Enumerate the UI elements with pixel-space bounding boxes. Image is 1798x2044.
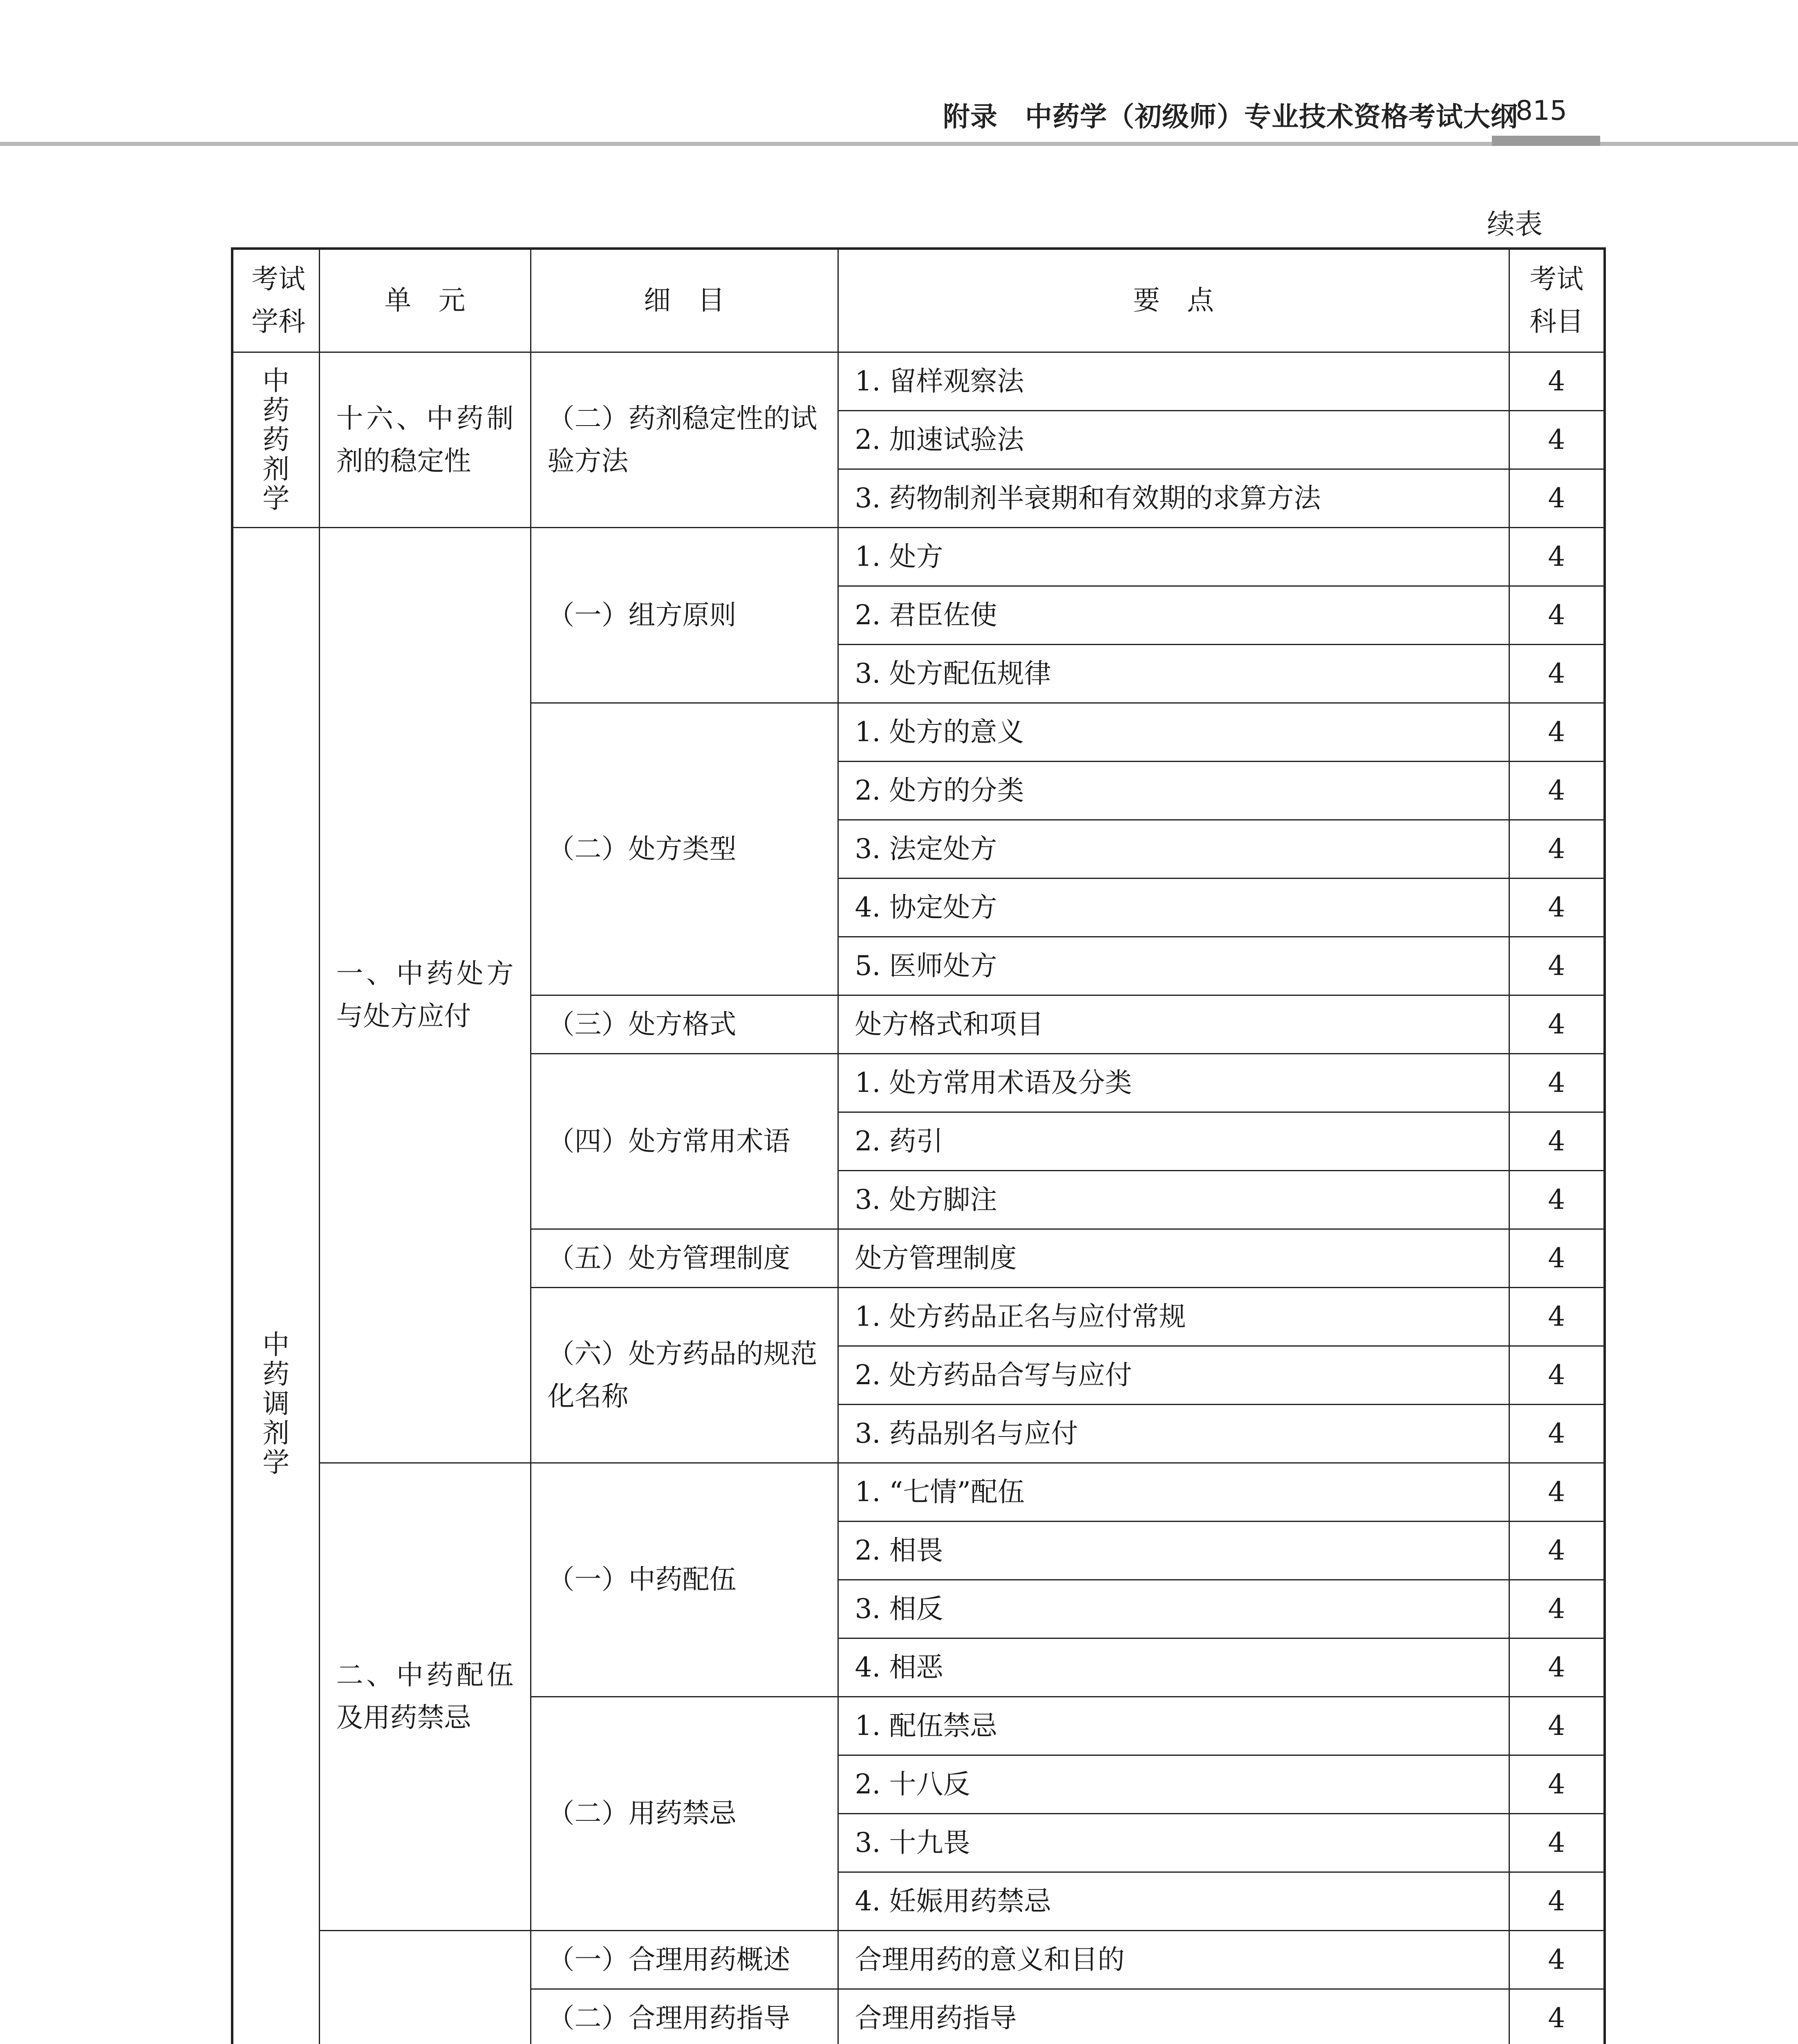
item-cell: （二）合理用药指导	[531, 1989, 838, 2044]
exam-cell: 4	[1509, 644, 1605, 703]
exam-cell: 4	[1509, 761, 1605, 820]
item-cell: （三）处方格式	[531, 995, 838, 1053]
exam-cell: 4	[1509, 586, 1605, 644]
point-cell: 3. 十九畏	[838, 1813, 1509, 1872]
point-cell: 3. 相反	[838, 1580, 1509, 1638]
exam-cell: 4	[1509, 410, 1605, 469]
exam-cell: 4	[1509, 703, 1605, 761]
point-cell: 2. 君臣佐使	[838, 586, 1509, 644]
point-cell: 1. 配伍禁忌	[838, 1697, 1509, 1755]
point-cell: 3. 药物制剂半衰期和有效期的求算方法	[838, 469, 1509, 527]
point-cell: 合理用药的意义和目的	[838, 1930, 1509, 1989]
item-cell: （一）组方原则	[531, 527, 838, 703]
point-cell: 2. 加速试验法	[838, 410, 1509, 469]
exam-cell: 4	[1509, 1989, 1605, 2044]
item-cell: （二）处方类型	[531, 703, 838, 995]
point-cell: 2. 十八反	[838, 1755, 1509, 1813]
exam-cell: 4	[1509, 1170, 1605, 1229]
page-number: 815	[1516, 95, 1567, 126]
subject-cell: 中药药剂学	[232, 352, 319, 527]
exam-cell: 4	[1509, 1872, 1605, 1930]
point-cell: 处方管理制度	[838, 1229, 1509, 1287]
point-cell: 1. 留样观察法	[838, 352, 1509, 410]
unit-cell: 十六、中药制剂的稳定性	[319, 352, 531, 527]
header-item: 细 目	[531, 249, 838, 352]
exam-cell: 4	[1509, 1287, 1605, 1346]
point-cell: 3. 处方配伍规律	[838, 644, 1509, 703]
point-cell: 1. 处方常用术语及分类	[838, 1053, 1509, 1112]
continued-table-label: 续表	[1487, 208, 1543, 241]
exam-cell: 4	[1509, 1404, 1605, 1463]
header-unit: 单 元	[319, 249, 531, 352]
point-cell: 3. 药品别名与应付	[838, 1404, 1509, 1463]
item-cell: （一）合理用药概述	[531, 1930, 838, 1989]
header-exam: 考试科目	[1509, 249, 1605, 352]
page-header	[0, 0, 1798, 147]
exam-cell: 4	[1509, 937, 1605, 995]
exam-cell: 4	[1509, 1053, 1605, 1112]
exam-cell: 4	[1509, 1580, 1605, 1638]
exam-cell: 4	[1509, 878, 1605, 937]
exam-cell: 4	[1509, 1346, 1605, 1404]
exam-cell: 4	[1509, 1697, 1605, 1755]
unit-cell: 二、中药配伍及用药禁忌	[319, 1463, 531, 1930]
exam-cell: 4	[1509, 1112, 1605, 1170]
exam-cell: 4	[1509, 352, 1605, 410]
table-row	[232, 527, 1605, 586]
point-cell: 2. 药引	[838, 1112, 1509, 1170]
item-cell: （一）中药配伍	[531, 1463, 838, 1697]
exam-cell: 4	[1509, 995, 1605, 1053]
point-cell: 2. 处方药品合写与应付	[838, 1346, 1509, 1404]
exam-cell: 4	[1509, 820, 1605, 878]
item-cell: （五）处方管理制度	[531, 1229, 838, 1287]
item-cell: （六）处方药品的规范化名称	[531, 1287, 838, 1463]
exam-cell: 4	[1509, 1638, 1605, 1697]
subject-cell: 中药调剂学	[232, 527, 319, 2044]
item-cell: （二）药剂稳定性的试验方法	[531, 352, 838, 527]
point-cell: 1. “七情”配伍	[838, 1463, 1509, 1521]
point-cell: 4. 相恶	[838, 1638, 1509, 1697]
exam-cell: 4	[1509, 527, 1605, 586]
header-rule-accent	[1492, 136, 1600, 146]
point-cell: 5. 医师处方	[838, 937, 1509, 995]
point-cell: 4. 协定处方	[838, 878, 1509, 937]
point-cell: 2. 相畏	[838, 1521, 1509, 1580]
item-cell: （四）处方常用术语	[531, 1053, 838, 1229]
exam-cell: 4	[1509, 1229, 1605, 1287]
exam-cell: 4	[1509, 1521, 1605, 1580]
exam-cell: 4	[1509, 469, 1605, 527]
table-row	[232, 352, 1605, 410]
unit-cell	[319, 1930, 531, 2044]
header-point: 要 点	[838, 249, 1509, 352]
point-cell: 2. 处方的分类	[838, 761, 1509, 820]
exam-cell: 4	[1509, 1463, 1605, 1521]
exam-cell: 4	[1509, 1813, 1605, 1872]
point-cell: 处方格式和项目	[838, 995, 1509, 1053]
point-cell: 1. 处方的意义	[838, 703, 1509, 761]
table-row	[232, 1930, 1605, 1989]
table-row	[232, 1463, 1605, 1521]
exam-cell: 4	[1509, 1755, 1605, 1813]
point-cell: 3. 法定处方	[838, 820, 1509, 878]
point-cell: 4. 妊娠用药禁忌	[838, 1872, 1509, 1930]
item-cell: （二）用药禁忌	[531, 1697, 838, 1930]
point-cell: 合理用药指导	[838, 1989, 1509, 2044]
header-subject: 考试学科	[232, 249, 319, 352]
exam-outline-table	[231, 247, 1606, 2044]
exam-cell: 4	[1509, 1930, 1605, 1989]
point-cell: 3. 处方脚注	[838, 1170, 1509, 1229]
point-cell: 1. 处方	[838, 527, 1509, 586]
unit-cell: 一、中药处方与处方应付	[319, 527, 531, 1463]
running-header-title: 附录 中药学（初级师）专业技术资格考试大纲	[943, 101, 1518, 132]
point-cell: 1. 处方药品正名与应付常规	[838, 1287, 1509, 1346]
table-header-row	[232, 249, 1605, 352]
